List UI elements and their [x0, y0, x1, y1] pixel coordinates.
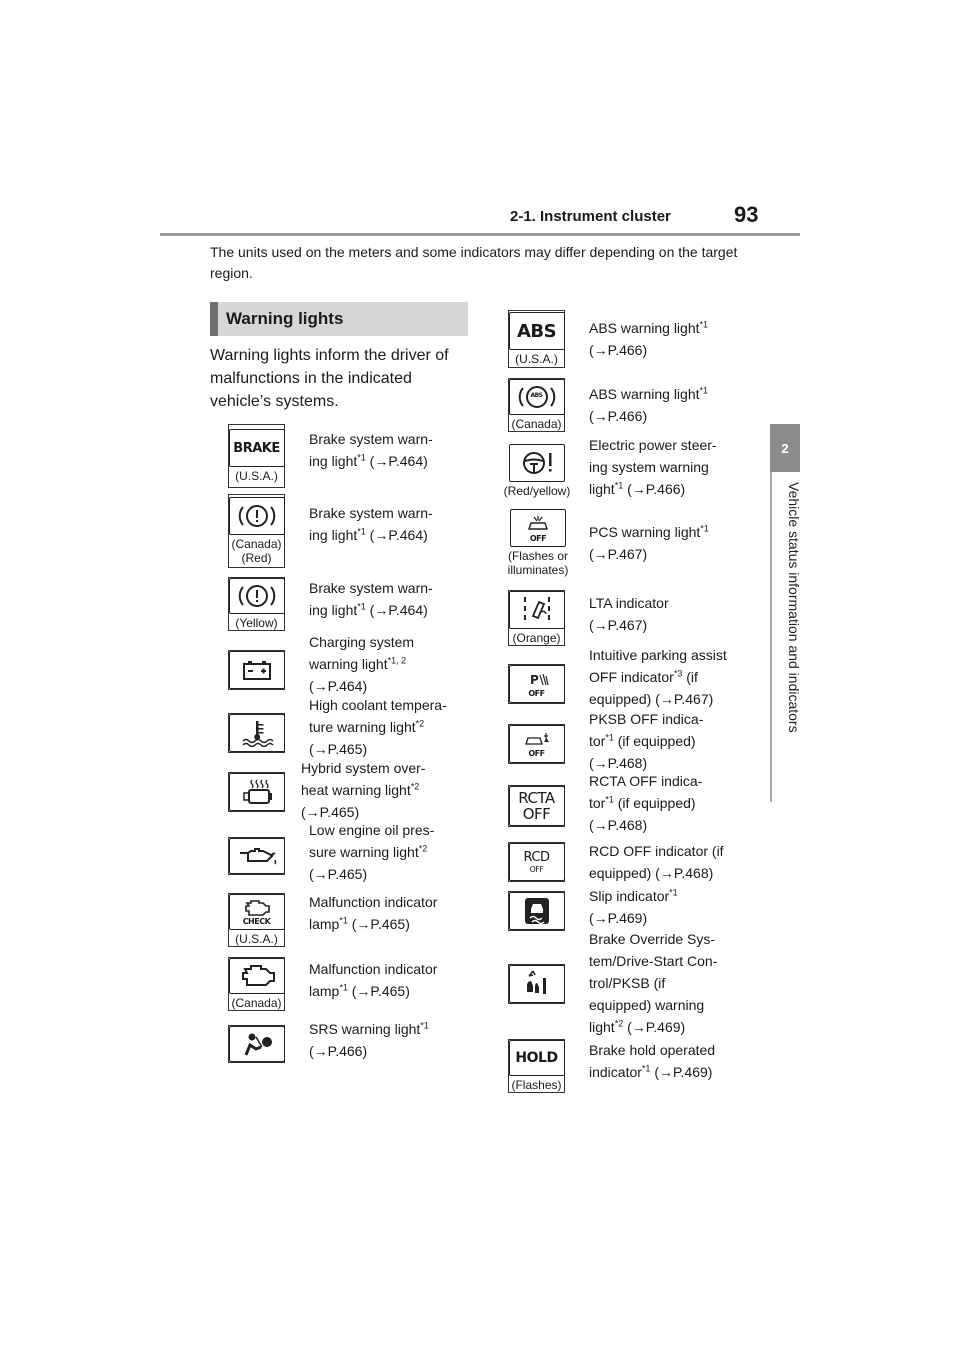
battery-icon	[229, 651, 285, 689]
abs-text-icon: ABS	[509, 312, 565, 350]
icon-cell	[508, 785, 565, 827]
icon-cell	[497, 444, 577, 498]
icon-cell	[508, 1039, 565, 1093]
icon-caption: (Red)	[241, 551, 272, 565]
brake-override-icon	[509, 965, 565, 1003]
pcs-off-icon: OFF	[510, 509, 566, 547]
desc-mil-canada: Malfunction indicator lamp$^{*1}$ (→P.465)	[309, 961, 438, 999]
hold-icon: HOLD	[509, 1040, 565, 1076]
icon-caption: (Flashes)	[511, 1078, 562, 1092]
icon-cell	[228, 713, 285, 753]
desc-oil-pressure: Low engine oil pres- sure warning light$^{*2}$ (→P.465)	[309, 822, 435, 882]
desc-brake-canada: Brake system warn- ing light$^{*1}$ (→P.464)	[309, 505, 433, 543]
check-engine-icon: CHECK	[229, 894, 285, 930]
desc-abs-canada: ABS warning light$^{*1}$ (→P.466)	[589, 385, 709, 424]
icon-caption: (U.S.A.)	[235, 932, 278, 946]
icon-cell	[508, 964, 565, 1004]
header-rule	[160, 233, 800, 236]
desc-coolant: High coolant tempera- ture warning light$^{*2}$ (→P.465)	[309, 697, 447, 757]
icon-caption: (Canada)	[511, 417, 562, 431]
icon-caption: (Orange)	[512, 631, 561, 645]
icon-cell	[228, 893, 285, 947]
icon-cell	[508, 664, 565, 704]
desc-abs-usa: ABS warning light$^{*1}$ (→P.466)	[589, 319, 709, 358]
icon-cell	[228, 494, 285, 568]
icon-cell	[508, 891, 565, 931]
brake-circle-icon	[229, 497, 285, 535]
brake-circle-icon	[229, 578, 285, 614]
brake-text-icon: BRAKE	[229, 429, 285, 467]
icon-cell	[498, 509, 578, 577]
parking-assist-off-icon: P OFF	[509, 665, 565, 703]
icon-cell	[228, 424, 285, 488]
chapter-tab-label: Vehicle status information and indicators	[786, 482, 802, 733]
srs-airbag-icon	[229, 1026, 285, 1062]
desc-charging: Charging system warning light$^{*1, 2}$ (→P.464)	[309, 634, 415, 694]
desc-pksb: PKSB OFF indica- tor$^{*1}$ (if equipped) (→P.468)	[589, 711, 704, 771]
desc-hybrid-overheat: Hybrid system over- heat warning light$^{*2}$ (→P.465)	[301, 760, 426, 820]
desc-rcd: RCD OFF indicator (if equipped) (→P.468)	[589, 843, 724, 881]
header-section-title: 2-1. Instrument cluster	[510, 208, 671, 225]
desc-brake-hold: Brake hold operated indicator$^{*1}$ (→P.469)	[589, 1042, 716, 1080]
slip-indicator-icon	[509, 892, 565, 930]
svg-text:P: P	[529, 672, 539, 687]
desc-slip: Slip indicator$^{*1}$ (→P.469)	[589, 887, 678, 926]
icon-cell	[228, 1025, 285, 1063]
pksb-off-icon: OFF	[509, 725, 565, 763]
icon-cell	[508, 378, 565, 432]
desc-brake-yellow: Brake system warn- ing light$^{*1}$ (→P.464)	[309, 580, 433, 618]
icon-caption: (U.S.A.)	[235, 469, 278, 483]
steering-warning-icon	[509, 444, 565, 482]
desc-pcs: PCS warning light$^{*1}$ (→P.467)	[589, 523, 709, 562]
icon-cell	[508, 310, 565, 368]
icon-caption: (Red/yellow)	[503, 484, 571, 498]
rcta-off-icon: RCTA OFF	[509, 786, 565, 826]
section-heading: Warning lights	[210, 302, 468, 336]
hybrid-overheat-icon	[229, 773, 285, 811]
lead-paragraph: Warning lights inform the driver of malfunctions in the indicated vehicle’s systems.	[210, 347, 449, 410]
desc-rcta: RCTA OFF indica- tor$^{*1}$ (if equipped) (→P.468)	[589, 773, 703, 833]
desc-brake-usa: Brake system warn- ing light$^{*1}$ (→P.464)	[309, 431, 433, 469]
desc-parking-assist: Intuitive parking assist OFF indicator$^{*3}$ (if equipped) (→P.467)	[589, 647, 727, 707]
icon-cell	[508, 590, 565, 646]
icon-caption: illuminates)	[507, 563, 569, 577]
icon-cell	[228, 577, 285, 631]
intro-text: The units used on the meters and some indicators may differ depending on the target region.	[210, 244, 738, 281]
page-number: 93	[734, 202, 759, 227]
desc-mil-usa: Malfunction indicator lamp$^{*1}$ (→P.465)	[309, 894, 438, 932]
icon-caption: (Flashes or	[507, 549, 569, 563]
desc-lta: LTA indicator (→P.467)	[589, 595, 669, 633]
icon-cell	[508, 842, 565, 882]
abs-circle-icon: ABS	[509, 379, 565, 415]
desc-brake-override: Brake Override Sys- tem/Drive-Start Con- trol/PKSB (if equipped) warning light$^{*2}$ (→P.469)	[589, 931, 718, 1035]
lta-icon	[509, 591, 565, 629]
icon-caption: (Canada)	[231, 996, 282, 1010]
chapter-tab: 2	[770, 424, 800, 472]
icon-cell	[508, 724, 565, 764]
icon-caption: (U.S.A.)	[515, 352, 558, 366]
icon-cell	[228, 957, 285, 1011]
desc-eps: Electric power steer- ing system warning light$^{*1}$ (→P.466)	[589, 437, 717, 497]
rcd-off-icon: RCD OFF	[509, 843, 565, 881]
engine-icon	[229, 958, 285, 994]
coolant-temp-icon	[229, 714, 285, 752]
desc-srs: SRS warning light$^{*1}$ (→P.466)	[309, 1020, 429, 1059]
oil-pressure-icon	[229, 838, 285, 874]
icon-caption: (Canada)	[231, 537, 282, 551]
icon-cell	[228, 772, 285, 812]
icon-cell	[228, 837, 285, 875]
icon-cell	[228, 650, 285, 690]
icon-caption: (Yellow)	[235, 616, 278, 630]
